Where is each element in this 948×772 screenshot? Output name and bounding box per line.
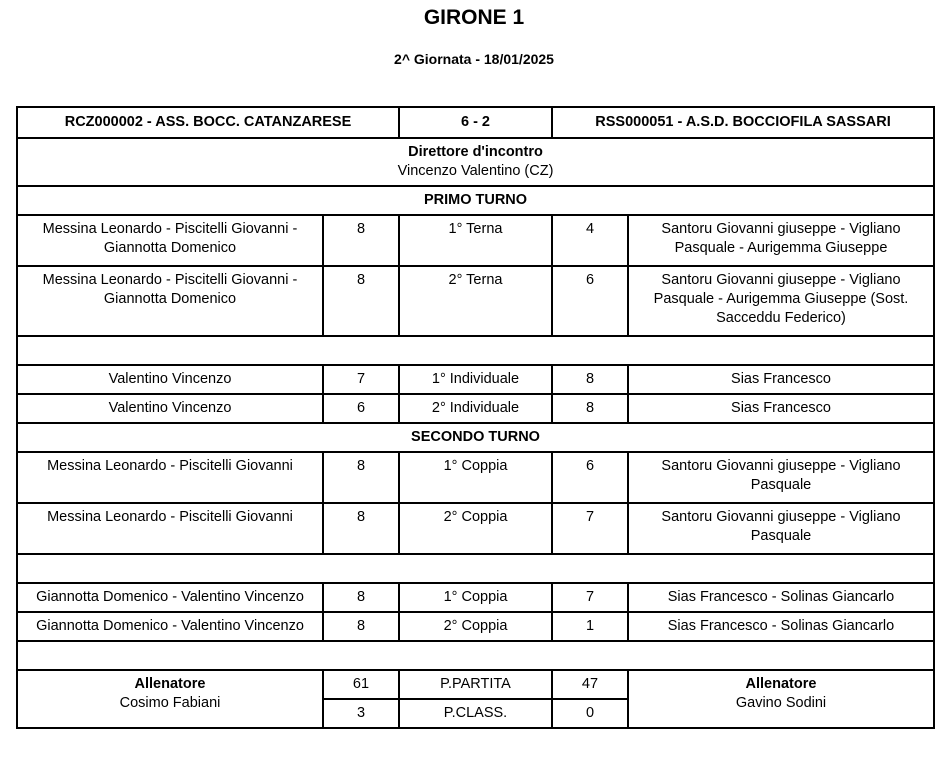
home-players-line: Giannotta Domenico	[103, 240, 237, 256]
table-row	[17, 266, 934, 336]
home-players	[17, 266, 323, 336]
away-players-line: Santoru Giovanni giuseppe - Vigliano	[661, 458, 901, 474]
table-row	[17, 612, 934, 641]
spacer-cell	[17, 336, 934, 365]
spacer-cell	[17, 554, 934, 583]
away-players	[628, 452, 934, 503]
home-team: RCZ000002 - ASS. BOCC. CATANZARESE	[17, 107, 399, 138]
away-points-partita: 47	[552, 670, 628, 699]
table-row	[17, 503, 934, 554]
table-row	[17, 583, 934, 612]
referee-cell	[17, 138, 934, 186]
game-type: 2° Coppia	[399, 612, 552, 641]
home-score: 8	[323, 583, 399, 612]
away-points-class: 0	[552, 699, 628, 728]
match-day-subtitle: 2^ Giornata - 18/01/2025	[394, 51, 554, 67]
section-title-primo: PRIMO TURNO	[17, 186, 934, 215]
home-coach-name: Cosimo Fabiani	[119, 695, 221, 711]
home-points-class: 3	[323, 699, 399, 728]
home-coach	[17, 670, 323, 728]
header-row	[17, 107, 934, 138]
away-score: 6	[552, 452, 628, 503]
away-players	[628, 503, 934, 554]
away-players-line: Santoru Giovanni giuseppe - Vigliano	[661, 272, 901, 288]
totals-row-partita	[17, 670, 934, 699]
away-players-line: Pasquale - Aurigemma Giuseppe (Sost.	[653, 291, 909, 307]
home-players: Giannotta Domenico - Valentino Vincenzo	[17, 612, 323, 641]
home-score: 7	[323, 365, 399, 394]
away-coach	[628, 670, 934, 728]
away-players: Sias Francesco - Solinas Giancarlo	[628, 612, 934, 641]
match-report-table	[16, 106, 935, 729]
table-row	[17, 215, 934, 266]
away-players-line: Pasquale - Aurigemma Giuseppe	[674, 240, 888, 256]
away-players	[628, 266, 934, 336]
away-players-line: Santoru Giovanni giuseppe - Vigliano	[661, 221, 901, 237]
home-score: 8	[323, 266, 399, 336]
final-score: 6 - 2	[399, 107, 552, 138]
game-type: 1° Coppia	[399, 452, 552, 503]
away-coach-name: Gavino Sodini	[735, 695, 827, 711]
away-players	[628, 215, 934, 266]
spacer-row	[17, 336, 934, 365]
away-score: 7	[552, 503, 628, 554]
section-title-secondo: SECONDO TURNO	[17, 423, 934, 452]
home-players-line: Giannotta Domenico	[103, 291, 237, 307]
away-score: 8	[552, 394, 628, 423]
away-coach-label: Allenatore	[745, 676, 817, 692]
referee-row	[17, 138, 934, 186]
spacer-row	[17, 554, 934, 583]
away-players: Sias Francesco	[628, 365, 934, 394]
home-coach-label: Allenatore	[134, 676, 206, 692]
game-type: 2° Coppia	[399, 503, 552, 554]
home-score: 8	[323, 215, 399, 266]
home-players: Valentino Vincenzo	[17, 365, 323, 394]
game-type: 1° Coppia	[399, 583, 552, 612]
table-row	[17, 394, 934, 423]
away-players-line: Sacceddu Federico)	[716, 310, 846, 326]
home-players	[17, 215, 323, 266]
home-players: Messina Leonardo - Piscitelli Giovanni	[17, 452, 323, 503]
home-score: 8	[323, 612, 399, 641]
away-score: 6	[552, 266, 628, 336]
game-type: 2° Individuale	[399, 394, 552, 423]
spacer-row	[17, 641, 934, 670]
table-row	[17, 365, 934, 394]
points-class-label: P.CLASS.	[399, 699, 552, 728]
referee-name: Vincenzo Valentino (CZ)	[397, 163, 554, 179]
points-partita-label: P.PARTITA	[399, 670, 552, 699]
spacer-cell	[17, 641, 934, 670]
home-score: 8	[323, 452, 399, 503]
home-score: 6	[323, 394, 399, 423]
home-players-line: Messina Leonardo - Piscitelli Giovanni -	[42, 221, 298, 237]
away-score: 8	[552, 365, 628, 394]
table-row	[17, 452, 934, 503]
away-players-line: Santoru Giovanni giuseppe - Vigliano	[661, 509, 901, 525]
home-players: Giannotta Domenico - Valentino Vincenzo	[17, 583, 323, 612]
page-title: GIRONE 1	[423, 6, 525, 29]
away-players: Sias Francesco - Solinas Giancarlo	[628, 583, 934, 612]
away-score: 1	[552, 612, 628, 641]
section-row	[17, 186, 934, 215]
home-score: 8	[323, 503, 399, 554]
away-score: 7	[552, 583, 628, 612]
section-row	[17, 423, 934, 452]
home-players-line: Messina Leonardo - Piscitelli Giovanni -	[42, 272, 298, 288]
away-team: RSS000051 - A.S.D. BOCCIOFILA SASSARI	[552, 107, 934, 138]
referee-label: Direttore d'incontro	[408, 144, 543, 160]
away-players-line: Pasquale	[750, 528, 812, 544]
home-points-partita: 61	[323, 670, 399, 699]
away-score: 4	[552, 215, 628, 266]
home-players: Valentino Vincenzo	[17, 394, 323, 423]
away-players-line: Pasquale	[750, 477, 812, 493]
game-type: 2° Terna	[399, 266, 552, 336]
away-players: Sias Francesco	[628, 394, 934, 423]
home-players: Messina Leonardo - Piscitelli Giovanni	[17, 503, 323, 554]
game-type: 1° Terna	[399, 215, 552, 266]
game-type: 1° Individuale	[399, 365, 552, 394]
